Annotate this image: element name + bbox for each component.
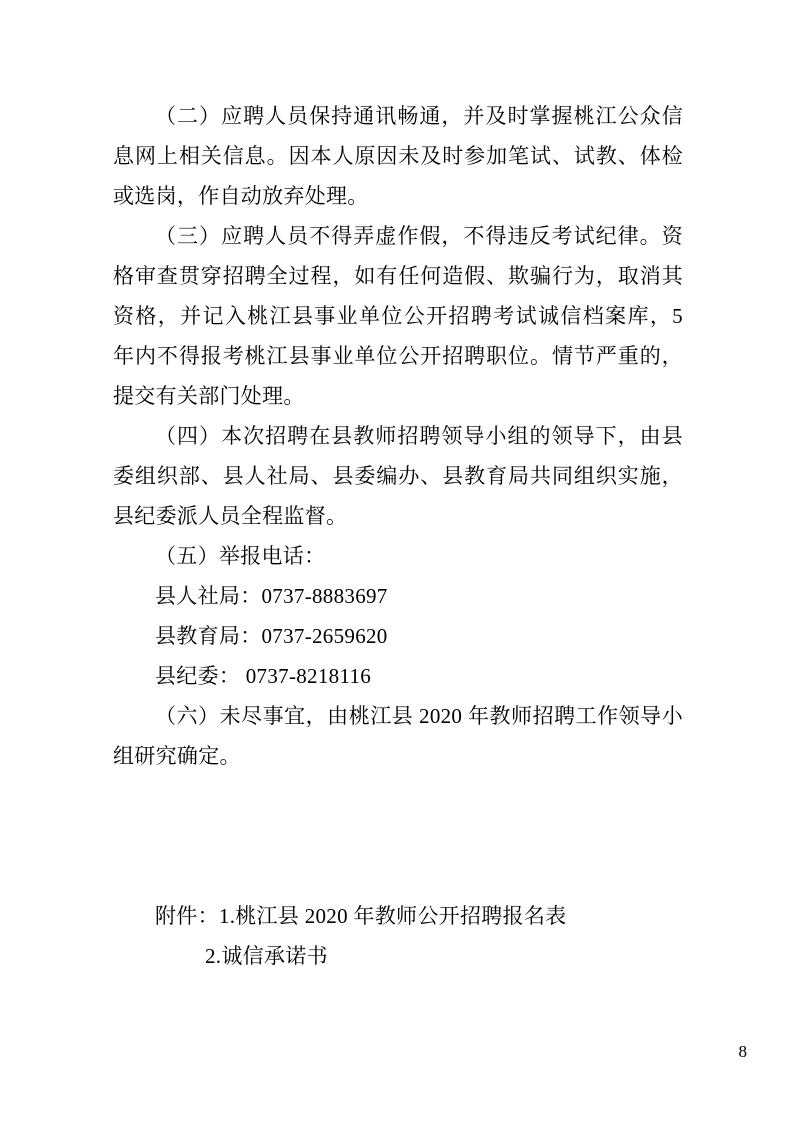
paragraph-3: （三）应聘人员不得弄虚作假，不得违反考试纪律。资格审查贯穿招聘全过程，如有任何造假、欺骗行为，取消其资格，并记入桃江县事业单位公开招聘考试诚信档案库，5 年内不得报考桃江县事业单位公开招聘职位。情节严重的，提交有关部门处理。 [113, 224, 683, 408]
attachment-line-2: 2.诚信承诺书 [205, 944, 328, 968]
attachment-line-1: 附件：1.桃江县 2020 年教师公开招聘报名表 [155, 904, 567, 928]
paragraph-2: （二）应聘人员保持通讯畅通，并及时掌握桃江公众信息网上相关信息。因本人原因未及时参加笔试、试教、体检或选岗，作自动放弃处理。 [113, 104, 683, 208]
contact-discipline-commission: 县纪委： 0737-8218116 [155, 664, 372, 688]
paragraph-6: （六）未尽事宜，由桃江县 2020 年教师招聘工作领导小组研究确定。 [113, 704, 683, 768]
page-number: 8 [738, 1042, 747, 1061]
contact-human-resources: 县人社局：0737-8883697 [155, 584, 388, 608]
report-phone-heading: （五）举报电话： [155, 544, 326, 568]
document-body [113, 96, 683, 976]
spacer [113, 776, 683, 896]
paragraph-4: （四）本次招聘在县教师招聘领导小组的领导下，由县委组织部、县人社局、县委编办、县教育局共同组织实施，县纪委派人员全程监督。 [113, 424, 683, 528]
contact-education-bureau: 县教育局：0737-2659620 [155, 624, 388, 648]
